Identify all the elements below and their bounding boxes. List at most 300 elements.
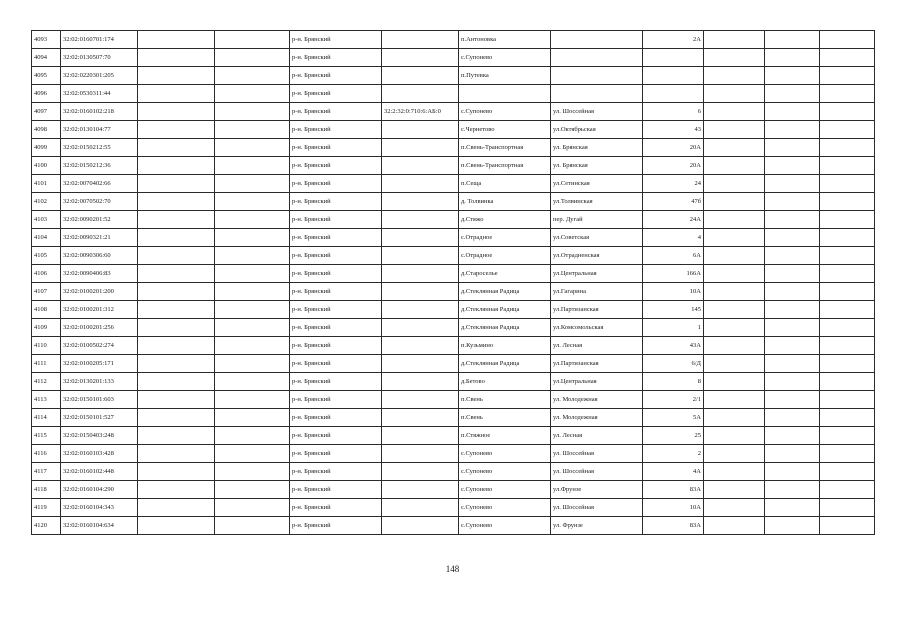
table-row <box>32 229 875 247</box>
cell-record-number: 4111 <box>32 355 61 373</box>
cell-col-4 <box>215 409 290 427</box>
cell-house-number: 47б <box>643 193 704 211</box>
cell-district: р-н. Брянский <box>290 373 382 391</box>
cell-col-3 <box>138 517 215 535</box>
cell-col-3 <box>138 481 215 499</box>
table-row <box>32 31 875 49</box>
cell-col-12 <box>820 517 875 535</box>
cell-house-number: 24А <box>643 211 704 229</box>
cell-col-11 <box>765 31 820 49</box>
cell-col-4 <box>215 463 290 481</box>
cell-col-11 <box>765 247 820 265</box>
cell-district: р-н. Брянский <box>290 265 382 283</box>
cell-record-number: 4116 <box>32 445 61 463</box>
cell-col-11 <box>765 463 820 481</box>
cell-col-11 <box>765 481 820 499</box>
cell-locality: с.Отрадное <box>459 229 551 247</box>
table-row <box>32 355 875 373</box>
cell-record-number: 4094 <box>32 49 61 67</box>
cell-col-4 <box>215 49 290 67</box>
cell-record-number: 4102 <box>32 193 61 211</box>
cell-col-11 <box>765 49 820 67</box>
cell-district: р-н. Брянский <box>290 157 382 175</box>
cell-col-11 <box>765 391 820 409</box>
cell-street: ул.Партизанская <box>551 301 643 319</box>
cell-locality: с.Чернетово <box>459 121 551 139</box>
cell-col-4 <box>215 157 290 175</box>
cell-record-number: 4103 <box>32 211 61 229</box>
cell-cadastral-number: 32:02:0100205:171 <box>61 355 138 373</box>
cell-col-11 <box>765 409 820 427</box>
cell-district: р-н. Брянский <box>290 499 382 517</box>
cell-inventory-number <box>382 427 459 445</box>
cell-cadastral-number: 32:02:0130201:133 <box>61 373 138 391</box>
cell-col-3 <box>138 175 215 193</box>
table-row <box>32 337 875 355</box>
cell-col-4 <box>215 337 290 355</box>
cell-district: р-н. Брянский <box>290 139 382 157</box>
cell-district: р-н. Брянский <box>290 301 382 319</box>
cell-house-number: 10А <box>643 499 704 517</box>
cell-street: ул. Шоссейная <box>551 499 643 517</box>
cell-record-number: 4101 <box>32 175 61 193</box>
cell-col-3 <box>138 283 215 301</box>
cell-col-12 <box>820 175 875 193</box>
cell-col-12 <box>820 211 875 229</box>
cell-col-12 <box>820 463 875 481</box>
cell-col-11 <box>765 121 820 139</box>
cell-inventory-number <box>382 139 459 157</box>
table-row <box>32 517 875 535</box>
table-row <box>32 319 875 337</box>
cell-col-3 <box>138 139 215 157</box>
table-row <box>32 193 875 211</box>
cell-col-11 <box>765 283 820 301</box>
cell-house-number: 2 <box>643 445 704 463</box>
cell-col-3 <box>138 85 215 103</box>
cell-cadastral-number: 32:02:0090406:83 <box>61 265 138 283</box>
table-row <box>32 427 875 445</box>
table-row <box>32 445 875 463</box>
cell-district: р-н. Брянский <box>290 481 382 499</box>
cell-locality: п.Сеща <box>459 175 551 193</box>
cell-col-3 <box>138 409 215 427</box>
cell-record-number: 4120 <box>32 517 61 535</box>
cell-street: ул.Комсомольская <box>551 319 643 337</box>
cell-col-3 <box>138 211 215 229</box>
cell-inventory-number <box>382 445 459 463</box>
cell-record-number: 4115 <box>32 427 61 445</box>
cell-house-number: 25 <box>643 427 704 445</box>
cell-col-11 <box>765 103 820 121</box>
cell-locality: п.Антоновка <box>459 31 551 49</box>
cell-col-4 <box>215 373 290 391</box>
cell-street: ул.Сетинская <box>551 175 643 193</box>
cell-col-3 <box>138 301 215 319</box>
cell-inventory-number <box>382 283 459 301</box>
cell-col-4 <box>215 427 290 445</box>
cell-col-4 <box>215 67 290 85</box>
table-row <box>32 481 875 499</box>
cell-cadastral-number: 32:02:0220301:205 <box>61 67 138 85</box>
cell-col-10 <box>704 157 765 175</box>
cell-col-3 <box>138 427 215 445</box>
cell-street: ул.Гагарина <box>551 283 643 301</box>
cell-locality: д.Стеклянная Радица <box>459 301 551 319</box>
cell-col-4 <box>215 265 290 283</box>
cell-col-11 <box>765 301 820 319</box>
cell-col-12 <box>820 427 875 445</box>
cell-inventory-number <box>382 517 459 535</box>
cell-house-number: 43 <box>643 121 704 139</box>
table-row <box>32 301 875 319</box>
cell-street: ул. Фрунзе <box>551 517 643 535</box>
cell-col-10 <box>704 265 765 283</box>
cell-district: р-н. Брянский <box>290 319 382 337</box>
cell-col-3 <box>138 157 215 175</box>
table-row <box>32 409 875 427</box>
cell-col-4 <box>215 301 290 319</box>
cell-locality: п.Свень <box>459 409 551 427</box>
cell-inventory-number <box>382 157 459 175</box>
cell-col-11 <box>765 337 820 355</box>
cell-col-3 <box>138 391 215 409</box>
cell-house-number: 24 <box>643 175 704 193</box>
cell-col-11 <box>765 175 820 193</box>
cell-col-12 <box>820 139 875 157</box>
cell-street <box>551 31 643 49</box>
cell-house-number: 5А <box>643 409 704 427</box>
cell-record-number: 4118 <box>32 481 61 499</box>
cell-col-11 <box>765 319 820 337</box>
cell-record-number: 4117 <box>32 463 61 481</box>
cell-col-12 <box>820 103 875 121</box>
cell-col-12 <box>820 283 875 301</box>
cell-street: ул.Отрадненская <box>551 247 643 265</box>
cell-cadastral-number: 32:02:0100201:256 <box>61 319 138 337</box>
table-row <box>32 247 875 265</box>
cell-cadastral-number: 32:02:0160103:428 <box>61 445 138 463</box>
cell-col-10 <box>704 283 765 301</box>
cell-record-number: 4108 <box>32 301 61 319</box>
cell-street <box>551 67 643 85</box>
table-row <box>32 49 875 67</box>
cell-street: ул.Центральная <box>551 265 643 283</box>
cell-col-11 <box>765 193 820 211</box>
cell-col-12 <box>820 247 875 265</box>
cell-col-12 <box>820 319 875 337</box>
cell-col-11 <box>765 355 820 373</box>
cell-col-4 <box>215 193 290 211</box>
cell-locality: п.Путевка <box>459 67 551 85</box>
cell-street: ул. Шоссейная <box>551 463 643 481</box>
cell-inventory-number <box>382 391 459 409</box>
cell-col-10 <box>704 85 765 103</box>
table-row <box>32 499 875 517</box>
cell-col-12 <box>820 445 875 463</box>
cell-cadastral-number: 32:02:0160102:218 <box>61 103 138 121</box>
cell-record-number: 4095 <box>32 67 61 85</box>
cell-district: р-н. Брянский <box>290 211 382 229</box>
cell-house-number: 83А <box>643 517 704 535</box>
cell-inventory-number <box>382 481 459 499</box>
cell-district: р-н. Брянский <box>290 121 382 139</box>
cell-col-4 <box>215 229 290 247</box>
table-row <box>32 211 875 229</box>
table-row <box>32 175 875 193</box>
cell-street <box>551 49 643 67</box>
cell-col-12 <box>820 265 875 283</box>
cell-inventory-number <box>382 355 459 373</box>
cell-street: пер. Дугай <box>551 211 643 229</box>
cell-col-10 <box>704 229 765 247</box>
cell-col-3 <box>138 193 215 211</box>
cell-record-number: 4097 <box>32 103 61 121</box>
cell-col-12 <box>820 157 875 175</box>
cell-col-3 <box>138 355 215 373</box>
cell-cadastral-number: 32:02:0160104:343 <box>61 499 138 517</box>
cell-district: р-н. Брянский <box>290 103 382 121</box>
cell-district: р-н. Брянский <box>290 85 382 103</box>
cell-col-4 <box>215 31 290 49</box>
cell-locality: д.Стеклянная Радица <box>459 355 551 373</box>
cell-street: ул. Шоссейная <box>551 445 643 463</box>
cell-locality: д.Стеклянная Радица <box>459 283 551 301</box>
cell-inventory-number <box>382 211 459 229</box>
cell-house-number: 2/1 <box>643 391 704 409</box>
cell-cadastral-number: 32:02:0150403:248 <box>61 427 138 445</box>
cell-col-4 <box>215 247 290 265</box>
cell-inventory-number <box>382 229 459 247</box>
cell-col-10 <box>704 355 765 373</box>
cell-col-3 <box>138 463 215 481</box>
cell-col-11 <box>765 445 820 463</box>
cell-locality <box>459 85 551 103</box>
cell-district: р-н. Брянский <box>290 247 382 265</box>
cell-cadastral-number: 32:02:0150212:55 <box>61 139 138 157</box>
cell-cadastral-number: 32:02:0130507:70 <box>61 49 138 67</box>
cell-house-number: 166А <box>643 265 704 283</box>
cell-locality: д.Стеклянная Радица <box>459 319 551 337</box>
cell-col-11 <box>765 373 820 391</box>
cell-district: р-н. Брянский <box>290 67 382 85</box>
cell-record-number: 4113 <box>32 391 61 409</box>
cell-record-number: 4107 <box>32 283 61 301</box>
cell-col-3 <box>138 445 215 463</box>
cell-col-10 <box>704 427 765 445</box>
cell-inventory-number <box>382 499 459 517</box>
cell-district: р-н. Брянский <box>290 175 382 193</box>
cell-district: р-н. Брянский <box>290 517 382 535</box>
cell-record-number: 4104 <box>32 229 61 247</box>
cell-house-number: 2А <box>643 31 704 49</box>
cell-cadastral-number: 32:02:0100201:200 <box>61 283 138 301</box>
table-row <box>32 265 875 283</box>
cell-col-10 <box>704 301 765 319</box>
cell-district: р-н. Брянский <box>290 355 382 373</box>
cell-col-3 <box>138 121 215 139</box>
cell-col-3 <box>138 31 215 49</box>
cell-cadastral-number: 32:02:0160102:448 <box>61 463 138 481</box>
cell-col-3 <box>138 103 215 121</box>
cell-street <box>551 85 643 103</box>
cell-inventory-number <box>382 319 459 337</box>
cell-district: р-н. Брянский <box>290 49 382 67</box>
cell-house-number: 83А <box>643 481 704 499</box>
cell-house-number: 1 <box>643 319 704 337</box>
table-row <box>32 283 875 301</box>
cell-inventory-number <box>382 67 459 85</box>
cell-col-11 <box>765 427 820 445</box>
cell-street: ул.Партизанская <box>551 355 643 373</box>
cell-locality: с.Супонево <box>459 463 551 481</box>
cell-street: ул. Лесная <box>551 427 643 445</box>
cell-record-number: 4112 <box>32 373 61 391</box>
table-row <box>32 67 875 85</box>
cell-locality: д.Бетово <box>459 373 551 391</box>
cell-house-number: 43А <box>643 337 704 355</box>
cell-col-4 <box>215 283 290 301</box>
cell-col-4 <box>215 103 290 121</box>
cell-cadastral-number: 32:02:0160104:290 <box>61 481 138 499</box>
cell-col-3 <box>138 373 215 391</box>
cell-col-4 <box>215 481 290 499</box>
registry-table <box>31 30 875 535</box>
cell-record-number: 4093 <box>32 31 61 49</box>
cell-col-12 <box>820 301 875 319</box>
cell-cadastral-number: 32:02:0150101:603 <box>61 391 138 409</box>
cell-locality: д.Староселье <box>459 265 551 283</box>
cell-record-number: 4109 <box>32 319 61 337</box>
cell-col-4 <box>215 319 290 337</box>
cell-locality: п.Свень-Транспортная <box>459 157 551 175</box>
cell-record-number: 4099 <box>32 139 61 157</box>
cell-house-number <box>643 85 704 103</box>
cell-cadastral-number: 32:02:0530311:44 <box>61 85 138 103</box>
cell-col-10 <box>704 31 765 49</box>
cell-street: ул.Фрунзе <box>551 481 643 499</box>
cell-col-11 <box>765 229 820 247</box>
cell-district: р-н. Брянский <box>290 427 382 445</box>
cell-cadastral-number: 32:02:0090306:60 <box>61 247 138 265</box>
table-row <box>32 85 875 103</box>
table-row <box>32 157 875 175</box>
cell-district: р-н. Брянский <box>290 193 382 211</box>
cell-house-number <box>643 67 704 85</box>
cell-col-10 <box>704 175 765 193</box>
cell-col-10 <box>704 67 765 85</box>
cell-col-12 <box>820 373 875 391</box>
cell-col-4 <box>215 517 290 535</box>
cell-inventory-number <box>382 463 459 481</box>
cell-col-10 <box>704 211 765 229</box>
cell-locality: п.Свень-Транспортная <box>459 139 551 157</box>
cell-col-4 <box>215 355 290 373</box>
cell-house-number: 10А <box>643 283 704 301</box>
cell-col-10 <box>704 445 765 463</box>
cell-house-number: 4А <box>643 463 704 481</box>
cell-house-number: 145 <box>643 301 704 319</box>
cell-col-10 <box>704 193 765 211</box>
cell-col-12 <box>820 85 875 103</box>
cell-inventory-number <box>382 247 459 265</box>
cell-record-number: 4100 <box>32 157 61 175</box>
table-row <box>32 103 875 121</box>
cell-col-11 <box>765 157 820 175</box>
cell-cadastral-number: 32:02:0090201:52 <box>61 211 138 229</box>
cell-col-4 <box>215 139 290 157</box>
cell-col-3 <box>138 229 215 247</box>
cell-cadastral-number: 32:02:0100201:312 <box>61 301 138 319</box>
cell-cadastral-number: 32:02:0070402:66 <box>61 175 138 193</box>
cell-record-number: 4106 <box>32 265 61 283</box>
cell-house-number <box>643 49 704 67</box>
cell-col-12 <box>820 355 875 373</box>
cell-col-12 <box>820 337 875 355</box>
cell-inventory-number: 32:2:32:0:710:6:АБ:0 <box>382 103 459 121</box>
cell-col-3 <box>138 337 215 355</box>
cell-inventory-number <box>382 409 459 427</box>
cell-col-12 <box>820 409 875 427</box>
cell-col-11 <box>765 499 820 517</box>
cell-locality: с.Супонево <box>459 481 551 499</box>
cell-cadastral-number: 32:02:0150212:36 <box>61 157 138 175</box>
cell-locality: с.Супонево <box>459 49 551 67</box>
cell-house-number: 6/Д <box>643 355 704 373</box>
cell-record-number: 4119 <box>32 499 61 517</box>
cell-col-10 <box>704 121 765 139</box>
cell-street: ул. Шоссейная <box>551 103 643 121</box>
cell-col-10 <box>704 103 765 121</box>
cell-street: ул. Молодежная <box>551 391 643 409</box>
cell-street: ул.Центральная <box>551 373 643 391</box>
cell-col-3 <box>138 49 215 67</box>
cell-col-4 <box>215 445 290 463</box>
cell-col-12 <box>820 67 875 85</box>
cell-inventory-number <box>382 49 459 67</box>
cell-col-3 <box>138 319 215 337</box>
cell-col-4 <box>215 499 290 517</box>
table-row <box>32 121 875 139</box>
cell-street: ул.Толвинская <box>551 193 643 211</box>
cell-col-3 <box>138 265 215 283</box>
cell-street: ул.Советская <box>551 229 643 247</box>
cell-col-11 <box>765 211 820 229</box>
cell-col-10 <box>704 463 765 481</box>
cell-col-12 <box>820 193 875 211</box>
cell-district: р-н. Брянский <box>290 337 382 355</box>
cell-col-10 <box>704 247 765 265</box>
cell-house-number: 20А <box>643 157 704 175</box>
cell-cadastral-number: 32:02:0160104:634 <box>61 517 138 535</box>
cell-col-4 <box>215 85 290 103</box>
cell-locality: с.Супонево <box>459 445 551 463</box>
cell-col-10 <box>704 337 765 355</box>
cell-house-number: 4 <box>643 229 704 247</box>
cell-cadastral-number: 32:02:0090321:21 <box>61 229 138 247</box>
table-row <box>32 373 875 391</box>
cell-col-10 <box>704 49 765 67</box>
cell-house-number: 6А <box>643 247 704 265</box>
cell-col-11 <box>765 265 820 283</box>
cell-cadastral-number: 32:02:0160701:174 <box>61 31 138 49</box>
cell-col-12 <box>820 31 875 49</box>
cell-col-4 <box>215 175 290 193</box>
cell-record-number: 4096 <box>32 85 61 103</box>
cell-locality: д.Стяжо <box>459 211 551 229</box>
cell-district: р-н. Брянский <box>290 409 382 427</box>
cell-locality: п.Кузьмино <box>459 337 551 355</box>
